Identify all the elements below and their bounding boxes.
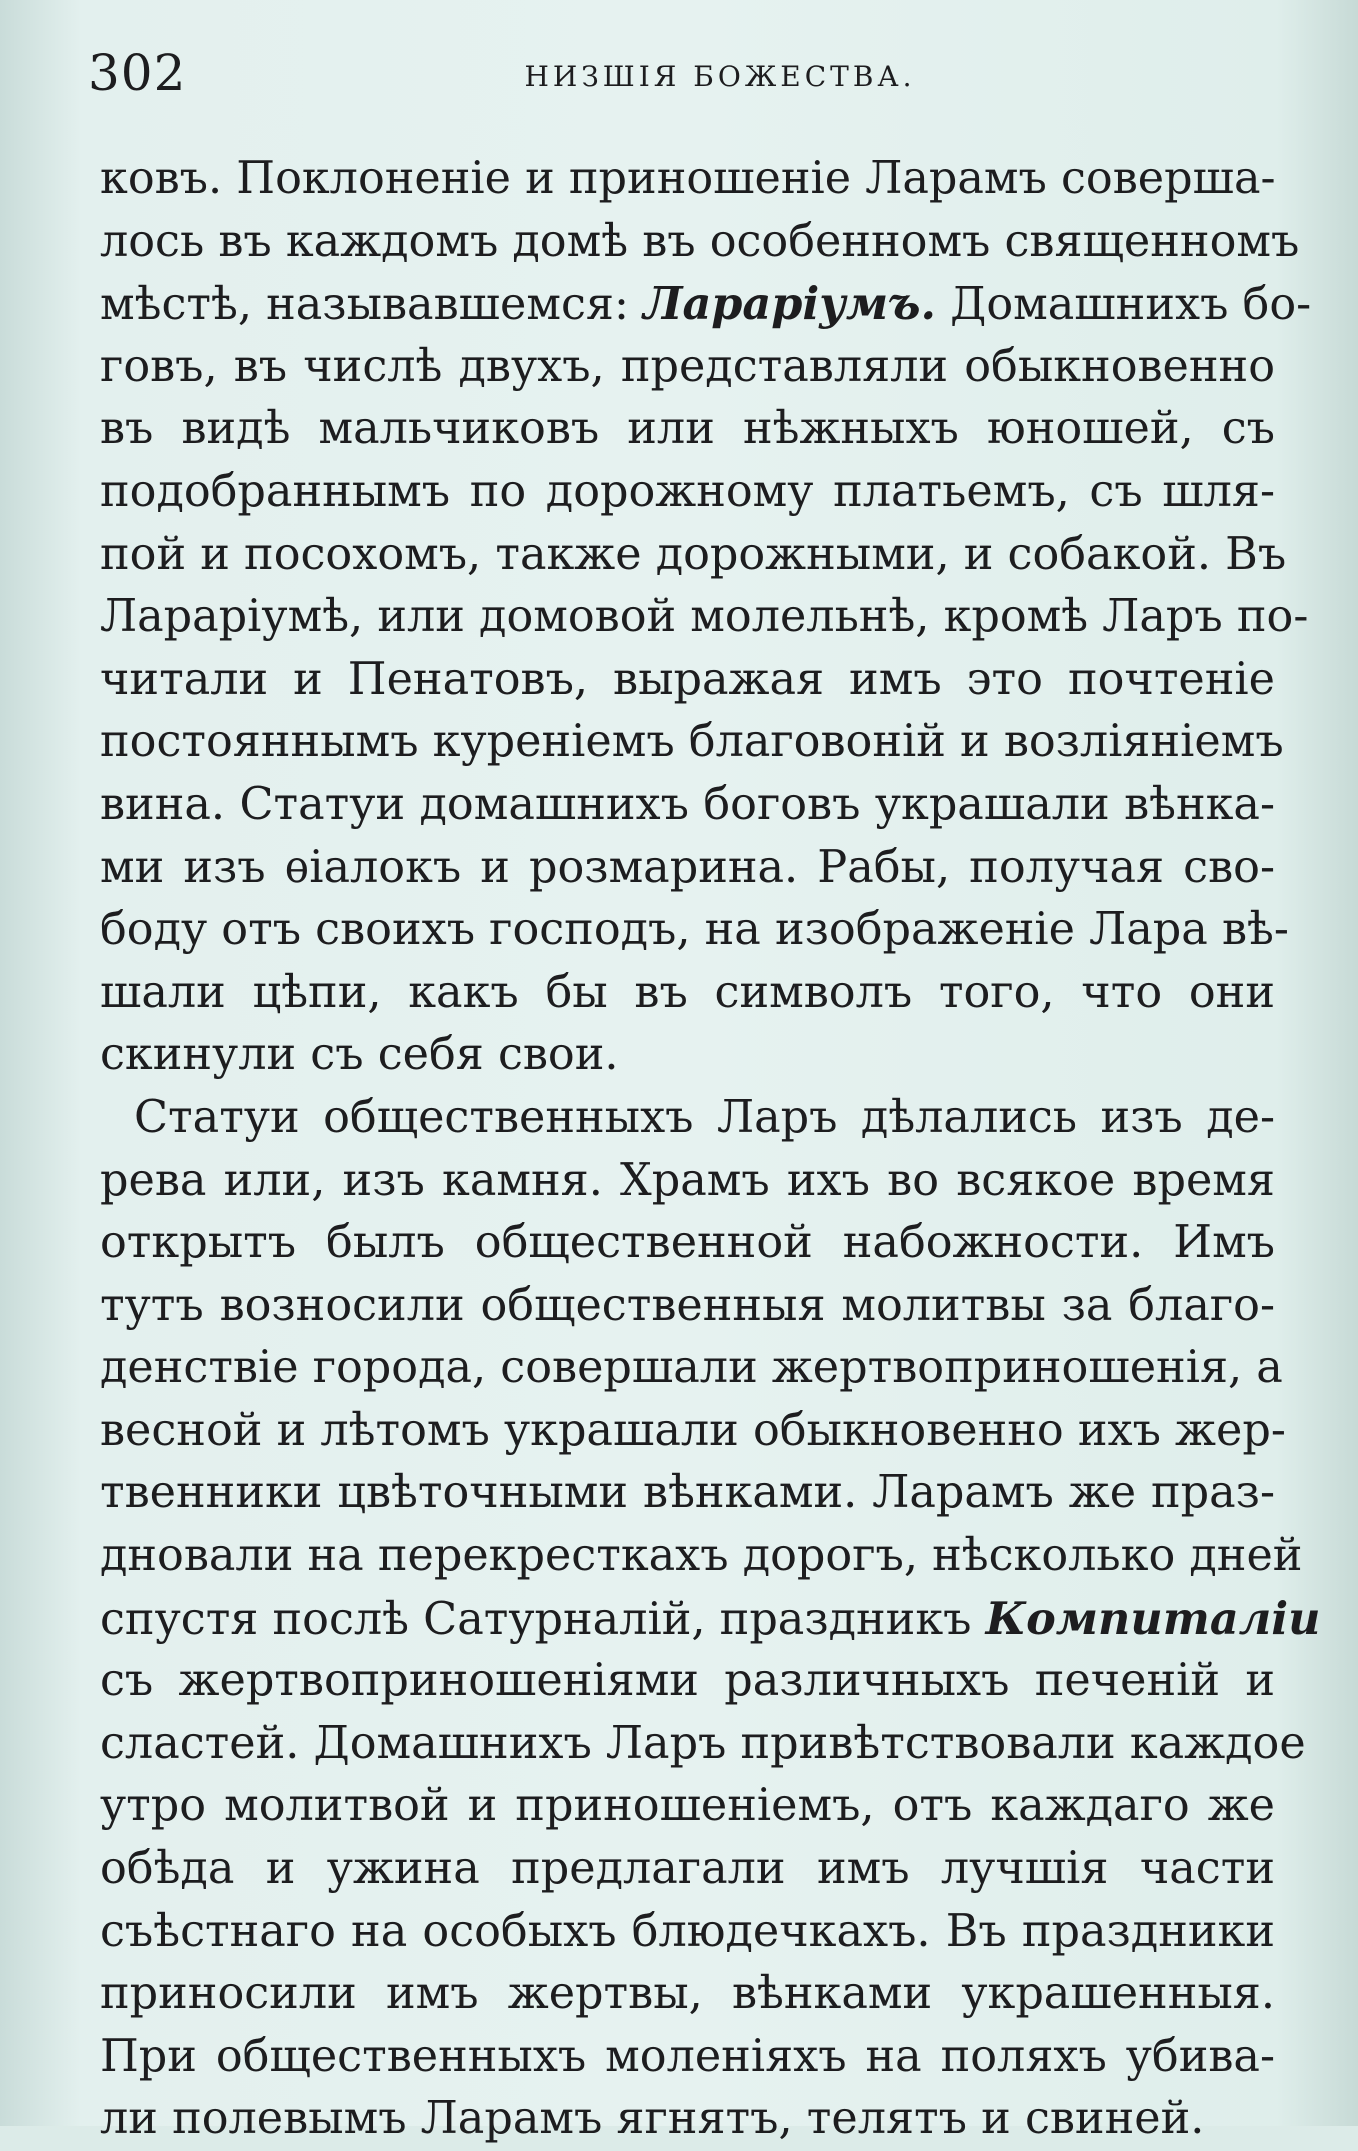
text-line: лось въ каждомъ домѣ въ особенномъ священномъ (100, 215, 1300, 267)
paragraph (100, 148, 1312, 1087)
text-segment: Домашнихъ бо- (936, 279, 1312, 331)
text-line: весной и лѣтомъ украшали обыкновенно ихъ жер- (100, 1404, 1286, 1456)
text-line: дновали на перекресткахъ дорогъ, нѣсколько дней (100, 1530, 1303, 1582)
running-title: НИЗШІЯ БОЖЕСТВА. (524, 60, 916, 93)
body-text (100, 148, 1321, 2151)
text-line: сластей. Домашнихъ Ларъ привѣтствовали каждое (100, 1717, 1306, 1769)
text-line (100, 1588, 1321, 1651)
text-line: съѣстнаго на особыхъ блюдечкахъ. Въ праздники (100, 1905, 1275, 1957)
text-line: твенники цвѣточными вѣнками. Ларамъ же праз- (100, 1467, 1275, 1519)
text-line: открытъ былъ общественной набожности. Имъ (100, 1217, 1275, 1269)
text-line (100, 273, 1312, 336)
text-line: постояннымъ куреніемъ благовоній и возліяніемъ (100, 716, 1284, 768)
text-line: подобраннымъ по дорожному платьемъ, съ шля- (100, 465, 1275, 517)
text-line: говъ, въ числѣ двухъ, представляли обыкновенно (100, 340, 1275, 392)
text-line: При общественныхъ моленіяхъ на поляхъ убива- (100, 2030, 1275, 2082)
text-line: приносили имъ жертвы, вѣнками украшенныя. (100, 1968, 1275, 2020)
text-line: тутъ возносили общественныя молитвы за благо- (100, 1279, 1275, 1331)
text-line: читали и Пенатовъ, выражая имъ это почтеніе (100, 653, 1275, 705)
text-line: въ видѣ мальчиковъ или нѣжныхъ юношей, съ (100, 403, 1275, 455)
text-line: съ жертвоприношеніями различныхъ печеній и (100, 1655, 1275, 1707)
text-line: рева или, изъ камня. Храмъ ихъ во всякое время (100, 1154, 1275, 1206)
italic-term: Ларарiумъ. (643, 278, 937, 331)
text-line: Ларарiумѣ, или домовой молельнѣ, кромѣ Ларъ по- (100, 591, 1309, 643)
text-line: ми изъ ѳіалокъ и розмарина. Рабы, получая сво- (100, 841, 1275, 893)
paragraph (100, 1087, 1321, 2151)
text-line: вина. Статуи домашнихъ боговъ украшали вѣнка- (100, 778, 1275, 830)
text-segment: мѣстѣ, называвшемся: (100, 279, 644, 331)
text-line: шали цѣпи, какъ бы въ символъ того, что они (100, 966, 1275, 1018)
text-line: утро молитвой и приношеніемъ, отъ каждаго же (100, 1780, 1275, 1832)
text-line: ковъ. Поклоненіе и приношеніе Ларамъ соверша- (100, 153, 1276, 204)
text-line: Статуи общественныхъ Ларъ дѣлались изъ де- (134, 1091, 1275, 1143)
text-line: денствіе города, совершали жертвоприношенія, а (100, 1342, 1283, 1394)
text-line: обѣда и ужина предлагали имъ лучшія части (100, 1843, 1275, 1895)
page-number: 302 (88, 44, 187, 102)
italic-term: Компиталiи (985, 1592, 1321, 1645)
text-line: боду отъ своихъ господъ, на изображеніе Лара вѣ- (100, 904, 1289, 956)
text-segment: спустя послѣ Сатурналій, праздникъ (100, 1593, 986, 1645)
text-line: ли полевымъ Ларамъ ягнятъ, телятъ и свиней. (100, 2093, 1205, 2145)
text-line: скинули съ себя свои. (100, 1029, 619, 1081)
text-line: пой и посохомъ, также дорожными, и собакой. Въ (100, 528, 1287, 580)
